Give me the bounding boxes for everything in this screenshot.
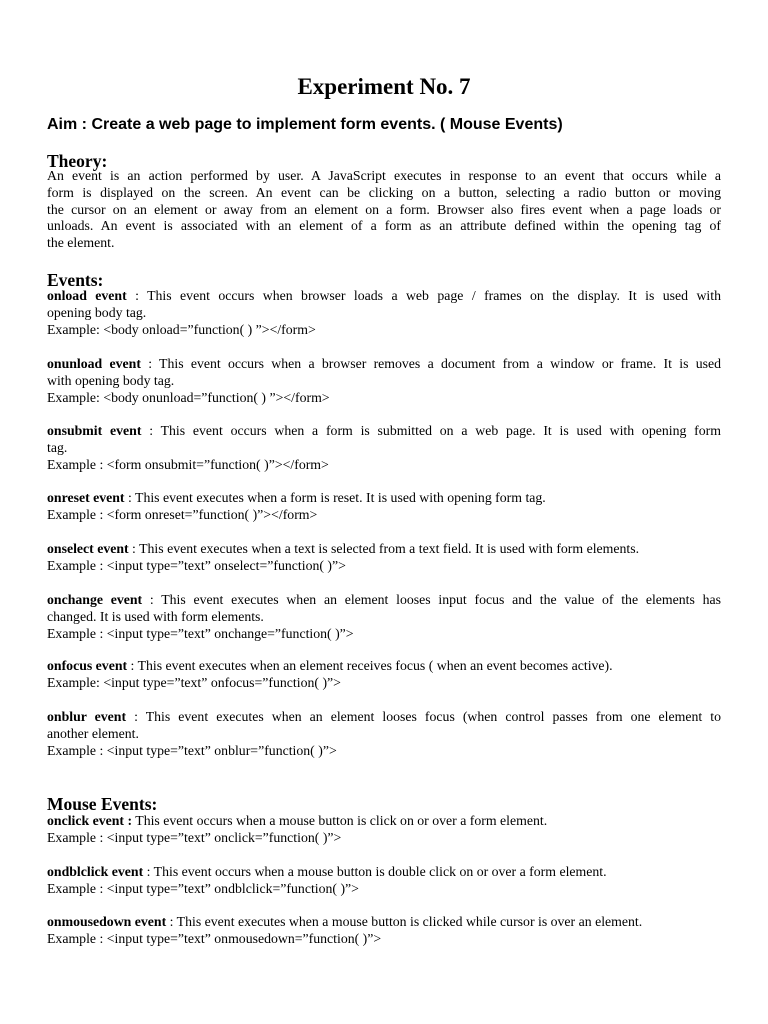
event-description: : This event executes when an element receives focus ( when an event becomes active).	[127, 658, 613, 673]
event-description: : This event occurs when browser loads a web page / frames on the display. It is used with	[126, 288, 721, 303]
page-title: Experiment No. 7	[297, 74, 471, 99]
mouse-event-entry-onmousedown	[47, 914, 721, 948]
event-description-cont: with opening body tag.	[47, 372, 175, 388]
event-description-cont: changed. It is used with form elements.	[47, 608, 264, 624]
event-name: onmousedown event	[47, 914, 167, 929]
event-example: Example: <body onload=”function( ) ”></form>	[47, 321, 316, 337]
event-entry-onselect	[47, 541, 721, 575]
mouse-event-entry-onclick	[47, 813, 721, 847]
event-example: Example: <input type=”text” onfocus=”function( )”>	[47, 674, 341, 690]
event-description: : This event occurs when a form is submitted on a web page. It is used with opening form	[141, 423, 721, 438]
theory-line: the cursor on an element or away from an element on a form. Browser also fires event when a page loads or	[47, 201, 721, 217]
event-entry-onload	[47, 288, 721, 338]
theory-line: An event is an action performed by user. A JavaScript executes in response to an event that occurs while a	[47, 168, 721, 183]
event-example: Example : <input type=”text” onclick=”function( )”>	[47, 829, 342, 845]
event-description-cont: opening body tag.	[47, 304, 147, 320]
event-example: Example : <input type=”text” onmousedown=”function( )”>	[47, 930, 382, 946]
theory-line: the element.	[47, 235, 115, 251]
theory-heading: Theory:	[47, 151, 108, 171]
event-description-cont: tag.	[47, 439, 68, 455]
event-example: Example : <form onsubmit=”function( )”></form>	[47, 456, 329, 472]
event-name: onblur event	[47, 709, 127, 724]
event-example: Example : <form onreset=”function( )”></form>	[47, 506, 318, 522]
event-name: ondblclick event	[47, 864, 144, 879]
event-name: onfocus event	[47, 658, 128, 673]
aim-statement: Aim : Create a web page to implement form events. ( Mouse Events)	[47, 116, 563, 133]
event-name: onchange event	[47, 592, 143, 607]
event-entry-onsubmit	[47, 423, 721, 473]
event-name: onsubmit event	[47, 423, 142, 438]
event-name: onreset event	[47, 490, 125, 505]
event-description-cont: another element.	[47, 725, 139, 741]
theory-line: form is displayed on the screen. An event can be clicking on a button, selecting a radio button or moving	[47, 184, 721, 200]
mouse-event-entry-ondblclick	[47, 864, 721, 898]
event-example: Example : <input type=”text” onblur=”function( )”>	[47, 742, 337, 758]
event-entry-onblur	[47, 709, 721, 759]
event-description: : This event executes when an element looses focus (when control passes from one element to	[126, 709, 721, 724]
event-entry-onunload	[47, 356, 721, 406]
event-name: onselect event	[47, 541, 129, 556]
events-heading: Events:	[47, 270, 104, 290]
event-example: Example : <input type=”text” onselect=”function( )”>	[47, 557, 346, 573]
theory-paragraph	[47, 168, 721, 252]
event-name: onload event	[47, 288, 127, 303]
event-description: This event occurs when a mouse button is click on or over a form element.	[132, 813, 548, 828]
event-description: : This event executes when a mouse button is clicked while cursor is over an element.	[166, 914, 643, 929]
event-entry-onfocus	[47, 658, 721, 692]
event-entry-onreset	[47, 490, 721, 524]
event-example: Example: <body onunload=”function( ) ”></form>	[47, 389, 330, 405]
event-description: : This event executes when an element looses input focus and the value of the elements has	[142, 592, 721, 607]
event-example: Example : <input type=”text” ondblclick=”function( )”>	[47, 880, 359, 896]
theory-line: unloads. An event is associated with an element of a form as an attribute defined within the opening tag of	[47, 218, 721, 234]
event-description: : This event occurs when a browser removes a document from a window or frame. It is used	[140, 356, 722, 371]
event-description: : This event executes when a form is reset. It is used with opening form tag.	[124, 490, 546, 505]
event-name: onclick event :	[47, 813, 133, 828]
mouse-events-heading: Mouse Events:	[47, 794, 158, 814]
event-entry-onchange	[47, 592, 721, 642]
event-description: : This event executes when a text is selected from a text field. It is used with form elements.	[128, 541, 640, 556]
event-description: : This event occurs when a mouse button is double click on or over a form element.	[143, 864, 607, 879]
event-example: Example : <input type=”text” onchange=”function( )”>	[47, 625, 354, 641]
event-name: onunload event	[47, 356, 141, 371]
